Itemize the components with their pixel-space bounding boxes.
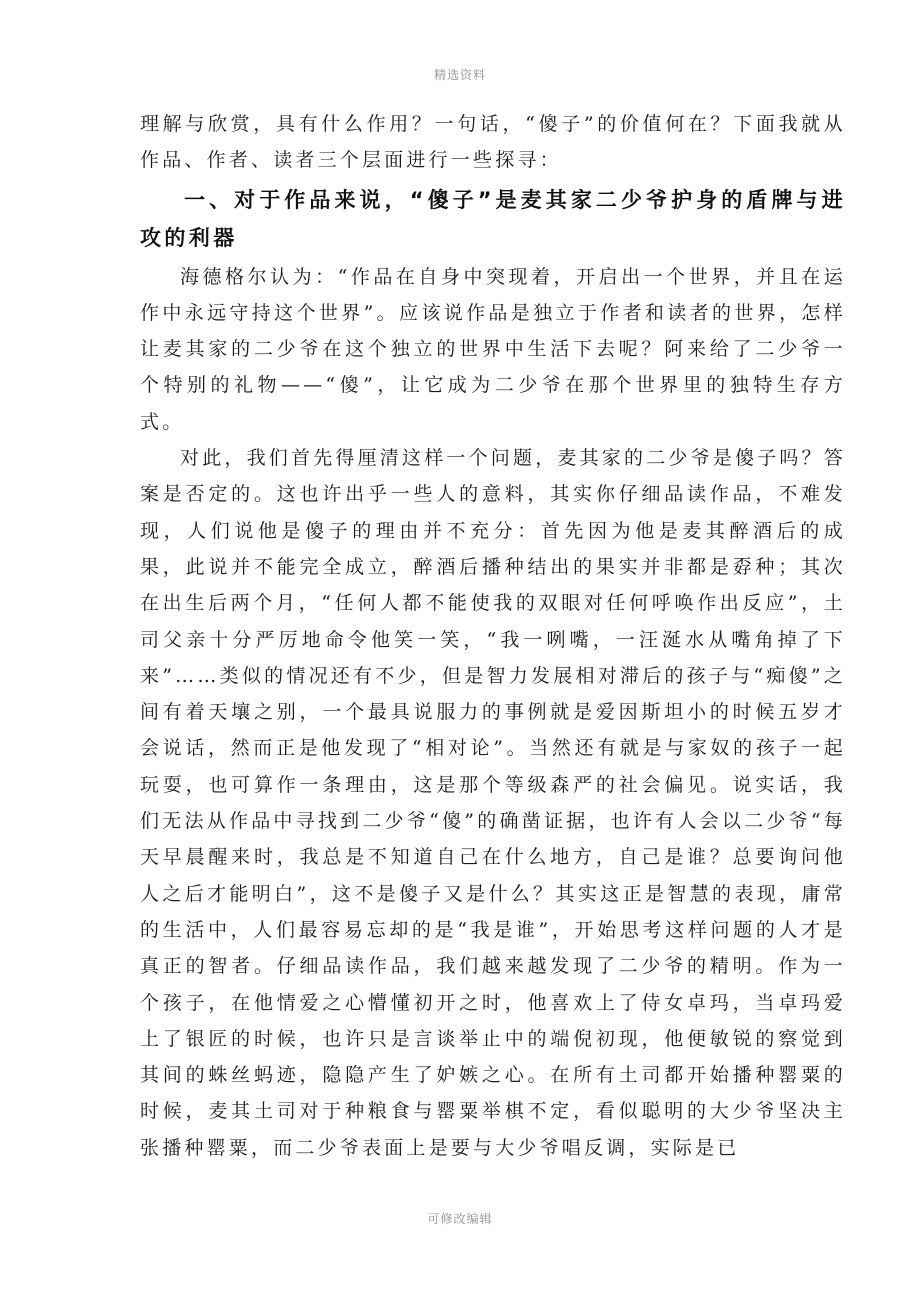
section-heading: 一、对于作品来说，“傻子”是麦其家二少爷护身的盾牌与进攻的利器 (140, 187, 846, 250)
page-header-note: 精选资料 (433, 68, 486, 82)
body-paragraph-2: 对此，我们首先得厘清这样一个问题，麦其家的二少爷是傻子吗？答案是否定的。这也许出乎一些人的意料，其实你仔细品读作品，不难发现，人们说他是傻子的理由并不充分：首先因为他是麦其醉酒后的成果，此说并不能完全成立，醉酒后播种结出的果实并非都是孬种；其次在出生后两个月，“任何人都不能使我的双眼对任何呼唤作出反应”，土司父亲十分严厉地命令他笑一笑，“我一咧嘴，一汪涎水从嘴角掉了下来”……类似的情况还有不少，但是智力发展相对滞后的孩子与“痴傻”之间有着天壤之别，一个最具说服力的事例就是爱因斯坦小的时候五岁才会说话，然而正是他发现了“相对论”。当然还有就是与家奴的孩子一起玩耍，也可算作一条理由，这是那个等级森严的社会偏见。说实话，我们无法从作品中寻找到二少爷“傻”的确凿证据，也许有人会以二少爷“每天早晨醒来时，我总是不知道自己在什么地方，自己是谁？总要询问他人之后才能明白”，这不是傻子又是什么？其实这正是智慧的表现，庸常的生活中，人们最容易忘却的是“我是谁”，开始思考这样问题的人才是真正的智者。仔细品读作品，我们越来越发现了二少爷的精明。作为一个孩子，在他情爱之心懵懂初开之时，他喜欢上了侍女卓玛，当卓玛爱上了银匠的时候，也许只是言谈举止中的端倪初现，他便敏锐的察觉到其间的蛛丝蚂迹，隐隐产生了妒嫉之心。在所有土司都开始播种罂粟的时候，麦其土司对于种粮食与罂粟举棋不定，看似聪明的大少爷坚决主张播种罂粟，而二少爷表面上是要与大少爷唱反调，实际是已 (140, 447, 847, 1159)
page-footer-note: 可修改编辑 (427, 1212, 493, 1226)
document-body (140, 106, 846, 1166)
body-paragraph-1: 海德格尔认为：“作品在自身中突现着，开启出一个世界，并且在运作中永远守持这个世界”。应该说作品是独立于作者和读者的世界，怎样让麦其家的二少爷在这个独立的世界中生活下去呢？阿来给了二少爷一个特别的礼物——“傻”，让它成为二少爷在那个世界里的独特生存方式。 (140, 265, 846, 433)
intro-paragraph: 理解与欣赏，具有什么作用？一句话，“傻子”的价值何在？下面我就从作品、作者、读者三个层面进行一些探寻： (140, 113, 846, 172)
